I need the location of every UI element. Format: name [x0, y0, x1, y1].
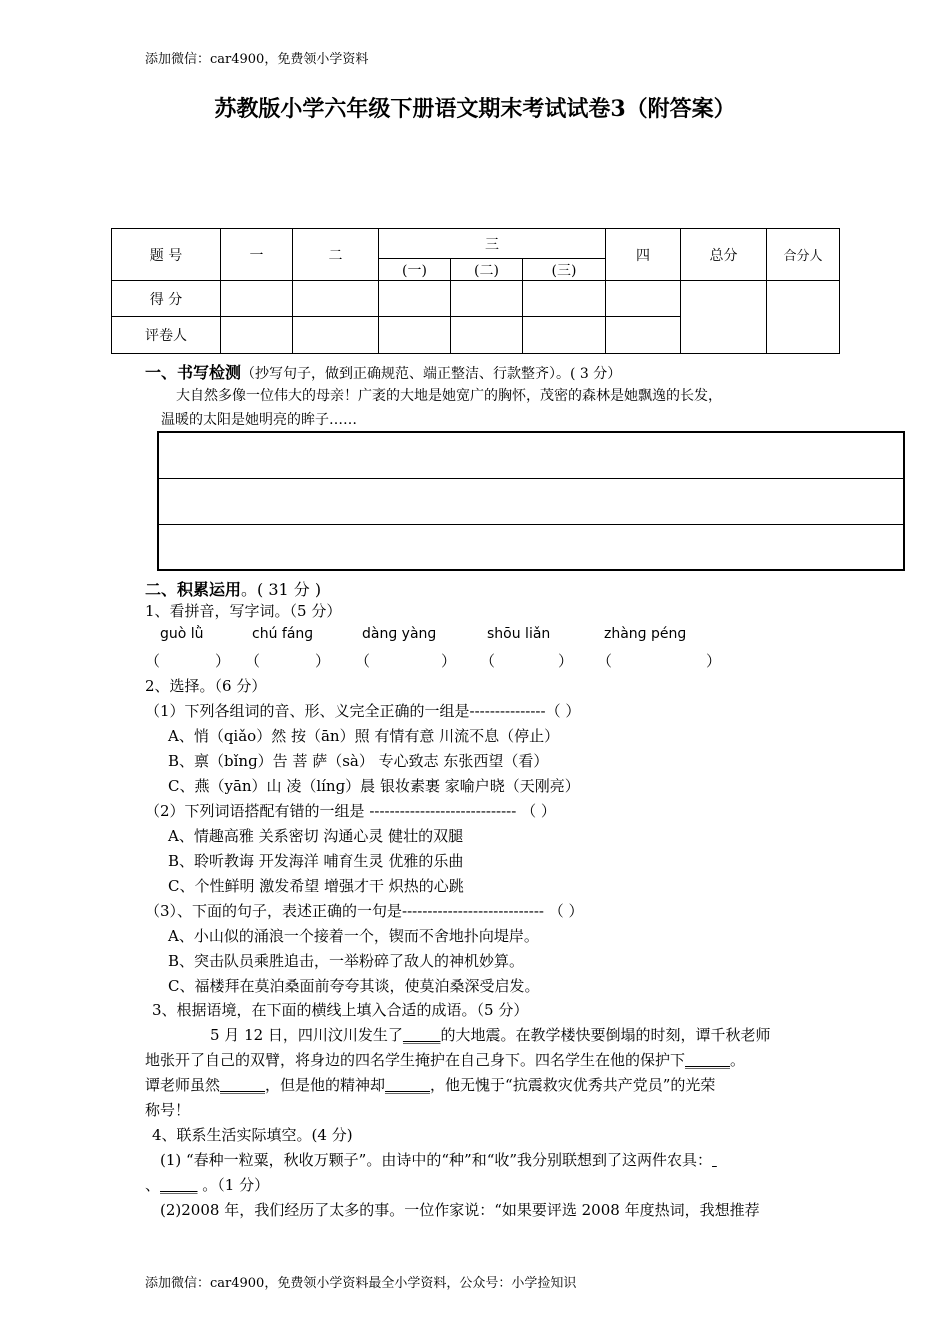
pinyin-4: shōu liǎn [487, 626, 551, 642]
grader-cell[interactable] [221, 317, 293, 354]
fill-blank[interactable]: ______ [685, 1051, 731, 1069]
th-hefen: 合分人 [767, 229, 840, 281]
q4-1-line-1 [160, 1149, 717, 1170]
section-2-title: 二、积累运用 [145, 580, 242, 599]
q3-text: 地张开了自己的双臂，将身边的四名学生掩护在自己身下。四名学生在他的保护下 [145, 1051, 686, 1069]
q3-line-1 [210, 1024, 770, 1045]
grader-cell[interactable] [379, 317, 451, 354]
fill-blank[interactable]: ______ [385, 1076, 431, 1094]
q3-text: 谭老师虽然 [145, 1076, 221, 1094]
writing-line[interactable] [159, 525, 903, 571]
th-three-sub-1: (一) [379, 259, 451, 281]
score-cell[interactable] [606, 281, 681, 317]
q2-2-option-c: C、个性鲜明 激发希望 增强才干 炽热的心跳 [168, 877, 464, 895]
page-title: 苏教版小学六年级下册语文期末考试试卷3（附答案） [214, 96, 736, 122]
pinyin-5: zhànɡ pénɡ [604, 626, 687, 642]
score-cell[interactable] [523, 281, 606, 317]
q3-text: ，但是他的精神却 [265, 1076, 386, 1094]
th-three-sub-2: (二) [451, 259, 523, 281]
th-three-sub-3: (三) [523, 259, 606, 281]
q2-3-option-c: C、福楼拜在莫泊桑面前夸夸其谈，使莫泊桑深受启发。 [168, 977, 540, 995]
fill-blank[interactable]: _____ [402, 1026, 441, 1044]
writing-line[interactable] [159, 479, 903, 525]
q2-title: 2、选择。（6 分） [145, 677, 267, 695]
q2-3-option-b: B、突击队员乘胜追击，一举粉碎了敌人的神机妙算。 [168, 952, 525, 970]
answer-paren-open-3: （ [355, 652, 371, 670]
q4-2-line-1: (2)2008 年，我们经历了太多的事。一位作家说：“如果要评选 2008 年度热词，我想推荐 [160, 1201, 760, 1219]
q3-line-4: 称号！ [145, 1101, 191, 1119]
q2-1-option-b: B、禀（bǐnɡ）告 菩 萨（sà） 专心致志 东张西望（看） [168, 752, 549, 770]
q2-2-option-b: B、聆听教诲 开发海洋 哺育生灵 优雅的乐曲 [168, 852, 464, 870]
section-2-heading [145, 577, 321, 600]
q4-title: 4、联系生活实际填空。(4 分) [152, 1126, 353, 1144]
answer-paren-open-5: （ [597, 652, 613, 670]
th-two: 二 [293, 229, 379, 281]
q4-1-line-2 [145, 1174, 269, 1195]
answer-paren-close-1: ） [215, 652, 231, 670]
section-1-instructions: （抄写句子，做到正确规范、端正整洁、行款整齐）。( 3 分） [241, 366, 622, 382]
section-1-title: 一、书写检测 [145, 363, 242, 382]
q4-text: 、 [145, 1176, 161, 1194]
q3-text: ，他无愧于“抗震救灾优秀共产党员”的光荣 [430, 1076, 716, 1094]
answer-paren-open-2: （ [245, 652, 261, 670]
total-cell[interactable] [681, 281, 767, 354]
q2-3-stem: （3）、下面的句子，表述正确的一句是---------------------------- （ ） [145, 902, 584, 920]
pinyin-3: dànɡ yànɡ [362, 626, 437, 642]
th-three: 三 [379, 229, 606, 259]
answer-paren-open-1: （ [145, 652, 161, 670]
q3-line-2 [145, 1049, 745, 1070]
answer-paren-open-4: （ [480, 652, 496, 670]
th-one: 一 [221, 229, 293, 281]
q3-text: 5 月 12 日，四川汶川发生了 [210, 1026, 403, 1044]
q3-text: 的大地震。在教学楼快要倒塌的时刻，谭千秋老师 [440, 1026, 771, 1044]
q3-line-3 [145, 1074, 715, 1095]
q2-1-option-a: A、悄（qiǎo）然 按（ān）照 有情有意 川流不息（停止） [168, 727, 560, 745]
q3-title: 3、根据语境，在下面的横线上填入合适的成语。（5 分） [152, 1001, 529, 1019]
q4-text: (1) “春种一粒粟，秋收万颗子”。由诗中的“种”和“收”我分别联想到了这两件农具： [160, 1151, 713, 1169]
header-note: 添加微信：car4900，免费领小学资料 [145, 52, 369, 67]
pinyin-1: guò lǜ [160, 626, 204, 642]
score-cell[interactable] [451, 281, 523, 317]
fill-blank[interactable] [712, 1151, 717, 1169]
score-cell[interactable] [221, 281, 293, 317]
score-table [111, 228, 840, 354]
grader-cell[interactable] [451, 317, 523, 354]
answer-paren-close-3: ） [441, 652, 457, 670]
fill-blank[interactable]: _____ [160, 1176, 198, 1194]
q2-1-stem: （1）下列各组词的音、形、义完全正确的一组是---------------（ ） [145, 702, 581, 720]
answer-paren-close-4: ） [558, 652, 574, 670]
hefen-cell[interactable] [767, 281, 840, 354]
footer-note: 添加微信：car4900，免费领小学资料最全小学资料，公众号：小学捡知识 [145, 1276, 577, 1291]
writing-box[interactable] [157, 431, 905, 571]
th-four: 四 [606, 229, 681, 281]
q2-2-option-a: A、情趣高雅 关系密切 沟通心灵 健壮的双腿 [168, 827, 464, 845]
copy-text-line-1: 大自然多像一位伟大的母亲！广袤的大地是她宽广的胸怀，茂密的森林是她飘逸的长发， [176, 388, 722, 404]
th-total: 总分 [681, 229, 767, 281]
writing-line[interactable] [159, 433, 903, 479]
answer-paren-close-5: ） [706, 652, 722, 670]
q2-2-stem: （2）下列词语搭配有错的一组是 ----------------------------- （ ） [145, 802, 556, 820]
section-1-heading [145, 360, 621, 383]
row-defen-label: 得 分 [112, 281, 221, 317]
q2-1-option-c: C、燕（yān）山 凌（línɡ）晨 银妆素裹 家喻户晓（天刚亮） [168, 777, 580, 795]
q4-text: 。（1 分） [197, 1176, 270, 1194]
fill-blank[interactable]: ______ [220, 1076, 266, 1094]
section-2-score: 。( 31 分 ) [241, 580, 322, 599]
q2-3-option-a: A、小山似的涌浪一个接着一个，锲而不舍地扑向堤岸。 [168, 927, 539, 945]
q3-text: 。 [730, 1051, 746, 1069]
copy-text-line-2: 温暖的太阳是她明亮的眸子…… [161, 412, 357, 428]
grader-cell[interactable] [523, 317, 606, 354]
q1-title: 1、看拼音，写字词。（5 分） [145, 602, 342, 620]
grader-cell[interactable] [293, 317, 379, 354]
pinyin-2: chú fánɡ [252, 626, 314, 642]
th-tihao: 题 号 [112, 229, 221, 281]
answer-paren-close-2: ） [315, 652, 331, 670]
score-cell[interactable] [293, 281, 379, 317]
grader-cell[interactable] [606, 317, 681, 354]
row-pingjuan-label: 评卷人 [112, 317, 221, 354]
score-cell[interactable] [379, 281, 451, 317]
